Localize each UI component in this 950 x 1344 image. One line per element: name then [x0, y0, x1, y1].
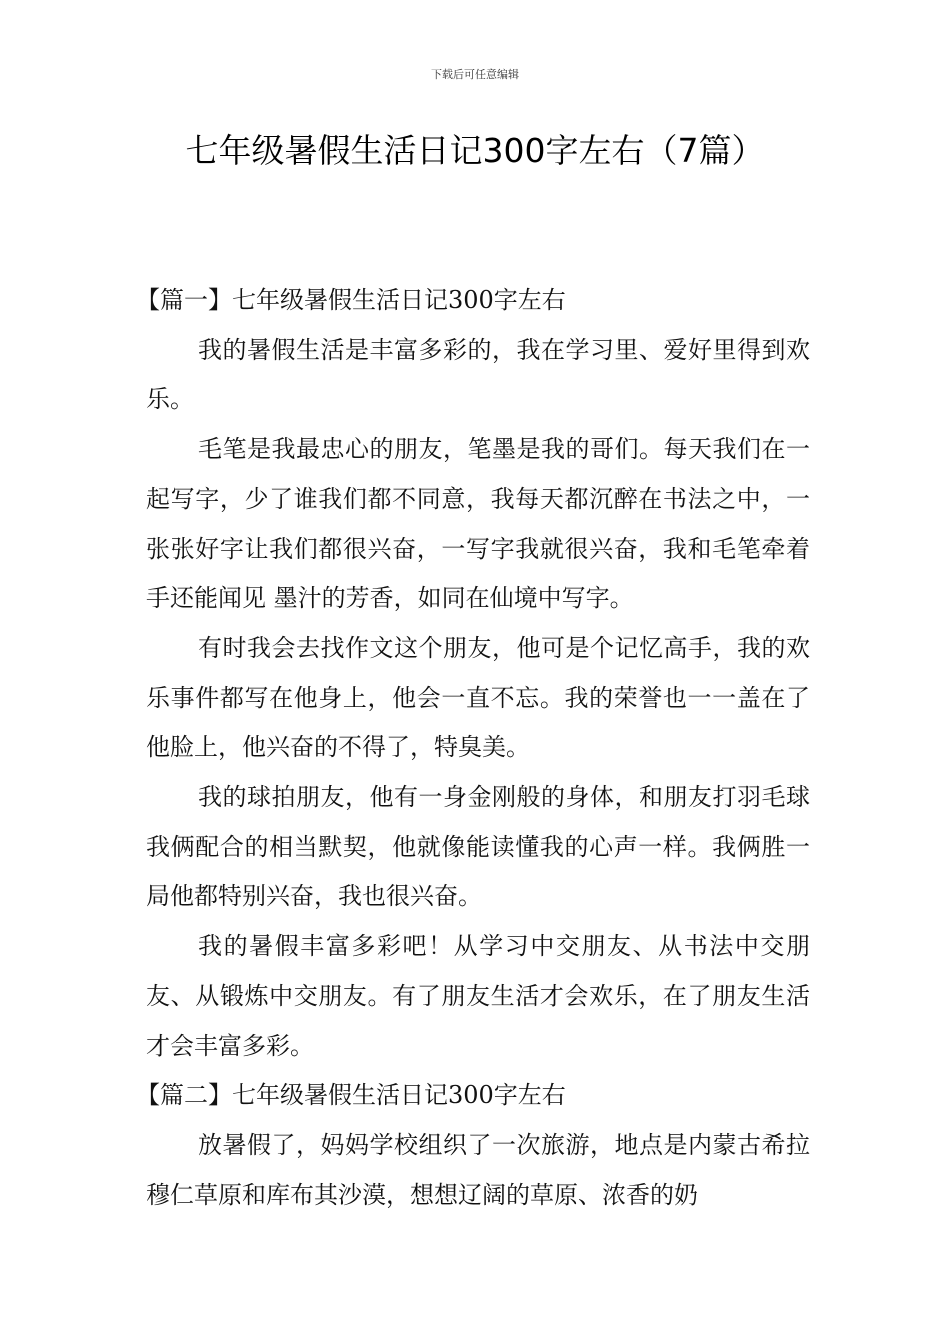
document-body — [136, 276, 810, 1220]
paragraph: 毛笔是我最忠心的朋友，笔墨是我的哥们。每天我们在一起写字，少了谁我们都不同意，我每天都沉醉在书法之中，一张张好字让我们都很兴奋，一写字我就很兴奋，我和毛笔牵着手还能闻见 墨汁的芳香，如同在仙境中写字。 — [146, 435, 810, 613]
paragraph: 我的暑假生活是丰富多彩的，我在学习里、爱好里得到欢乐。 — [146, 335, 810, 414]
paragraph: 放暑假了，妈妈学校组织了一次旅游，地点是内蒙古希拉穆仁草原和库布其沙漠，想想辽阔的草原、浓香的奶 — [146, 1130, 810, 1209]
paragraph: 有时我会去找作文这个朋友，他可是个记忆高手，我的欢乐事件都写在他身上，他会一直不忘。我的荣誉也一一盖在了他脸上，他兴奋的不得了，特臭美。 — [146, 633, 810, 762]
section-heading-1: 【篇一】七年级暑假生活日记300字左右 — [136, 286, 566, 314]
section-heading-2: 【篇二】七年级暑假生活日记300字左右 — [136, 1081, 566, 1110]
header-note: 下载后可任意编辑 — [431, 68, 519, 81]
paragraph: 我的暑假丰富多彩吧！从学习中交朋友、从书法中交朋友、从锻炼中交朋友。有了朋友生活才会欢乐，在了朋友生活才会丰富多彩。 — [146, 932, 810, 1060]
document-title: 七年级暑假生活日记300字左右（7篇） — [185, 131, 765, 170]
paragraph: 我的球拍朋友，他有一身金刚般的身体，和朋友打羽毛球我俩配合的相当默契，他就像能读懂我的心声一样。我俩胜一局他都特别兴奋，我也很兴奋。 — [146, 783, 810, 911]
